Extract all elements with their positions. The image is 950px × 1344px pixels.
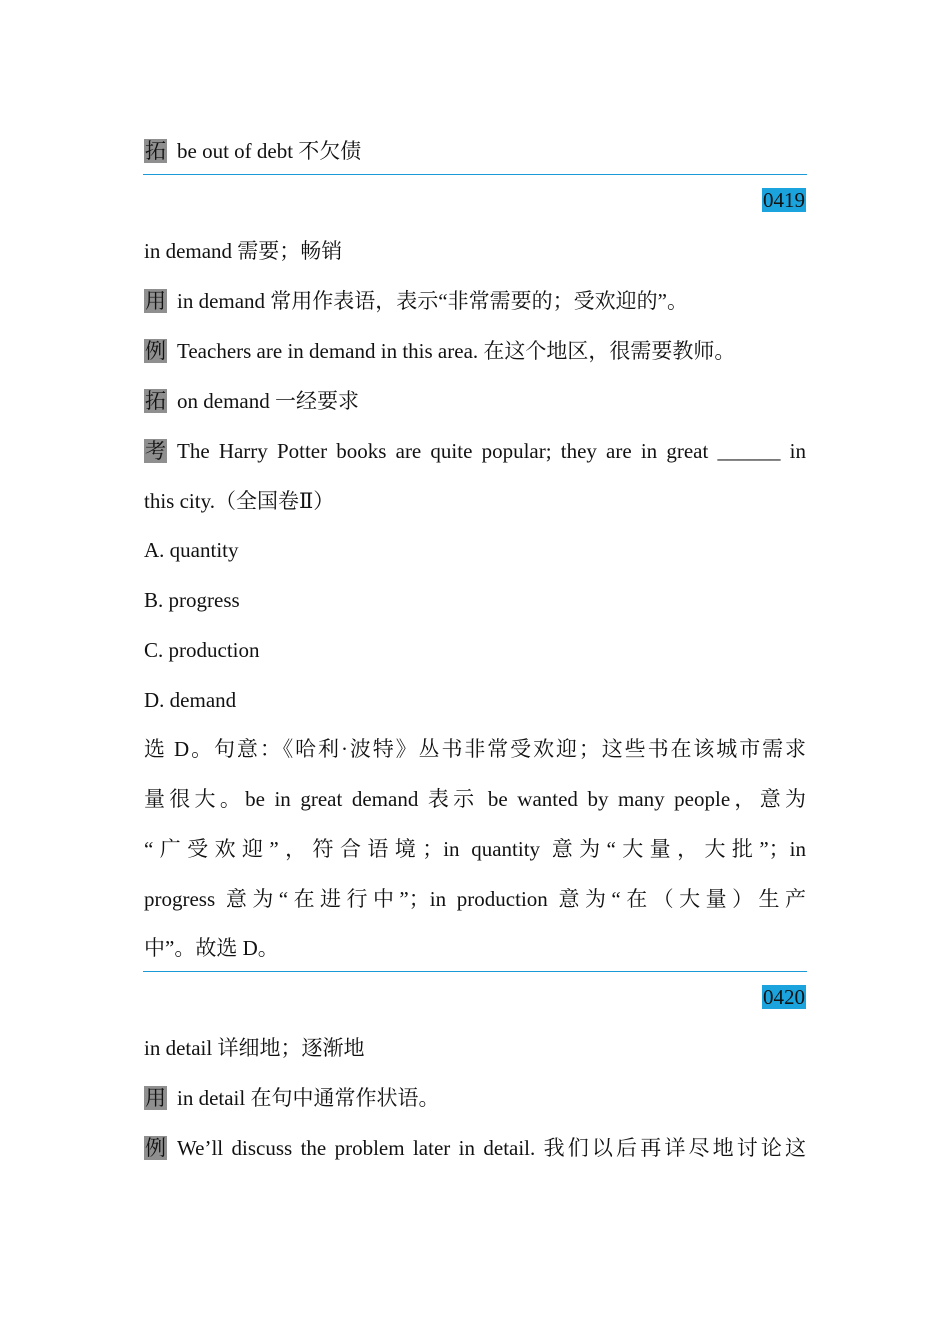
example-text: We’ll discuss the problem later in detail. 我们以后再详尽地讨论这 xyxy=(177,1136,806,1160)
usage-text: in demand 常用作表语，表示“非常需要的；受欢迎的”。 xyxy=(177,289,688,313)
headword: in detail 详细地；逐渐地 xyxy=(144,1036,365,1060)
answer-line: 量很大。be in great demand 表示 be wanted by many people，意为 xyxy=(144,787,806,811)
expand-text: on demand 一经要求 xyxy=(177,389,359,413)
answer-line: “广受欢迎”，符合语境；in quantity 意为“大量，大批”；in xyxy=(144,837,806,861)
option-d: D. demand xyxy=(144,688,237,712)
entry-number: 0419 xyxy=(763,188,805,212)
example-line xyxy=(144,337,806,365)
yong-tag: 用 xyxy=(145,289,166,313)
entry-divider xyxy=(143,174,807,175)
answer-line: progress 意为“在进行中”；in production 意为“在（大量）生产 xyxy=(144,887,806,911)
answer-line: 中”。故选 D。 xyxy=(144,936,279,960)
usage-line xyxy=(144,287,806,315)
usage-line xyxy=(144,1084,806,1112)
expand-text: be out of debt 不欠债 xyxy=(177,139,362,163)
expand-line xyxy=(144,387,806,415)
exam-question-line-1 xyxy=(144,437,806,465)
tuo-tag: 拓 xyxy=(145,389,166,413)
option-c: C. production xyxy=(144,638,260,662)
usage-text: in detail 在句中通常作状语。 xyxy=(177,1086,440,1110)
exam-question-line-2: this city.（全国卷Ⅱ） xyxy=(144,489,335,513)
yong-tag: 用 xyxy=(145,1086,166,1110)
headword: in demand 需要；畅销 xyxy=(144,239,343,263)
answer-line: 选 D。句意：《哈利·波特》丛书非常受欢迎；这些书在该城市需求 xyxy=(144,737,806,761)
exam-question-text: The Harry Potter books are quite popular; they are in great ______ in xyxy=(177,439,806,463)
option-b: B. progress xyxy=(144,588,240,612)
li-tag: 例 xyxy=(145,339,166,363)
kao-tag: 考 xyxy=(145,439,166,463)
expand-line xyxy=(144,137,806,165)
tuo-tag: 拓 xyxy=(145,139,166,163)
entry-number: 0420 xyxy=(763,985,805,1009)
example-text: Teachers are in demand in this area. 在这个地区，很需要教师。 xyxy=(177,339,736,363)
entry-divider xyxy=(143,971,807,972)
example-line xyxy=(144,1134,806,1162)
option-a: A. quantity xyxy=(144,538,239,562)
li-tag: 例 xyxy=(145,1136,166,1160)
